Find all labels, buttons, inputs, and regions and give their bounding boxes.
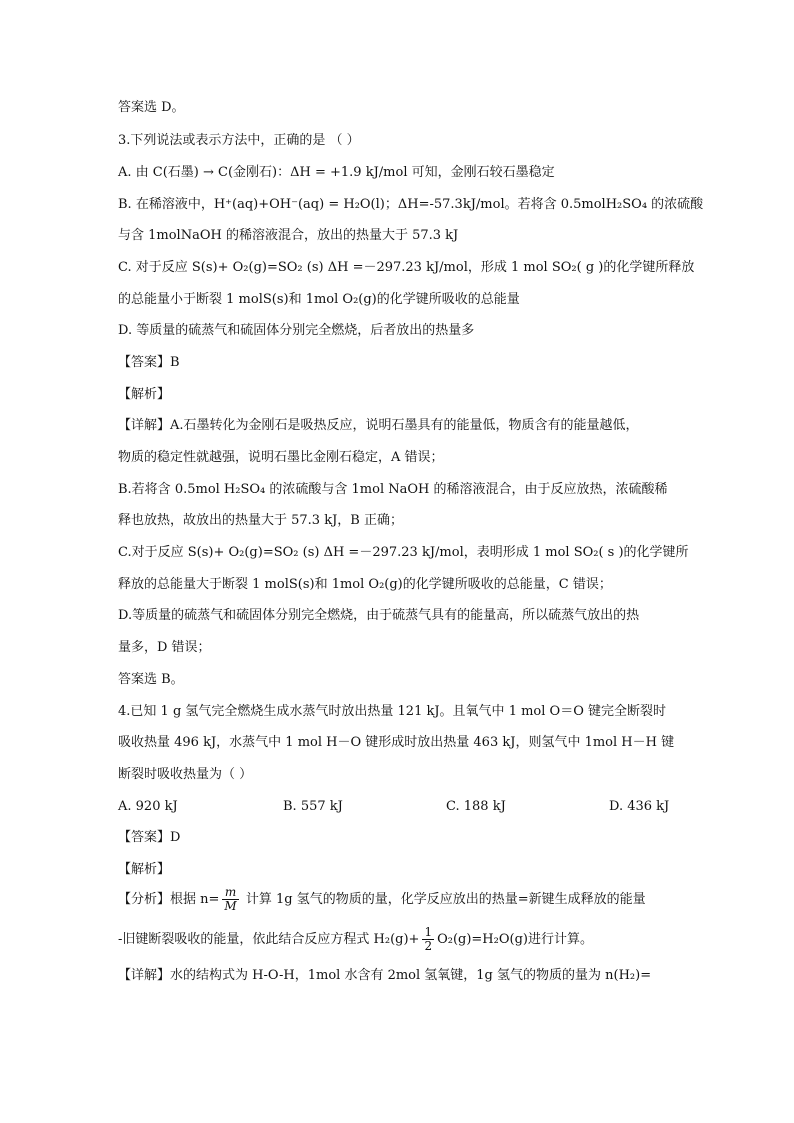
explanation-q3-d: D.等质量的硫蒸气和硫固体分别完全燃烧，由于硫蒸气具有的能量高，所以硫蒸气放出的热 bbox=[118, 608, 640, 623]
question-4-stem: 4.已知 1 g 氢气完全燃烧生成水蒸气时放出热量 121 kJ。且氧气中 1 mol O＝O 键完全断裂时 bbox=[118, 704, 666, 719]
explanation-q3-d-cont: 量多，D 错误； bbox=[118, 640, 211, 655]
question-3-option-b-cont: 与含 1molNaOH 的稀溶液混合，放出的热量大于 57.3 kJ bbox=[118, 228, 459, 243]
explanation-q3-a: 【详解】A.石墨转化为金刚石是吸热反应，说明石墨具有的能量低，物质含有的能量越低， bbox=[118, 418, 639, 433]
analysis-q4-suffix: 计算 1g 氢气的物质的量，化学反应放出的热量=新键生成释放的能量 bbox=[241, 892, 646, 907]
question-3-stem: 3.下列说法或表示方法中，正确的是 （ ） bbox=[118, 133, 360, 148]
fraction-denominator: M bbox=[224, 899, 237, 913]
question-3-option-d: D. 等质量的硫蒸气和硫固体分别完全燃烧，后者放出的热量多 bbox=[118, 323, 475, 338]
analysis-q4-prefix: 【分析】根据 n= bbox=[118, 892, 220, 907]
analysis-q4-line2 bbox=[118, 926, 593, 954]
formula-one-half bbox=[422, 926, 434, 953]
question-4-option-d: D. 436 kJ bbox=[609, 799, 670, 814]
answer-line-q3: 答案选 B。 bbox=[118, 672, 184, 687]
explanation-q3-a-cont: 物质的稳定性就越强，说明石墨比金刚石稳定，A 错误； bbox=[118, 450, 444, 465]
analysis-label-q4: 【解析】 bbox=[118, 862, 171, 877]
analysis-label-q3: 【解析】 bbox=[118, 387, 171, 402]
question-3-option-b: B. 在稀溶液中，H⁺(aq)+OH⁻(aq) = H₂O(l)；ΔH=-57.3kJ/mol。若将含 0.5molH₂SO₄ 的浓硫酸 bbox=[118, 197, 704, 212]
analysis-q4-line2-suffix: O₂(g)=H₂O(g)进行计算。 bbox=[437, 932, 593, 947]
question-4-stem-cont: 吸收热量 496 kJ，水蒸气中 1 mol H－O 键形成时放出热量 463 kJ，则氢气中 1mol H－H 键 bbox=[118, 735, 675, 750]
analysis-q4-line1 bbox=[118, 886, 646, 914]
answer-line-q2: 答案选 D。 bbox=[118, 100, 185, 115]
analysis-q4-line2-prefix: -旧键断裂吸收的能量，依此结合反应方程式 H₂(g)+ bbox=[118, 932, 420, 947]
answer-label-q4: 【答案】D bbox=[118, 830, 181, 845]
half-denominator: 2 bbox=[424, 939, 433, 953]
explanation-q3-c-cont: 释放的总能量大于断裂 1 molS(s)和 1mol O₂(g)的化学键所吸收的总能量，C 错误； bbox=[118, 577, 612, 592]
fraction-numerator: m bbox=[222, 886, 238, 900]
question-4-stem-end: 断裂时吸收热量为（ ） bbox=[118, 767, 253, 782]
explanation-q3-b: B.若将含 0.5mol H₂SO₄ 的浓硫酸与含 1mol NaOH 的稀溶液混合，由于反应放热，浓硫酸稀 bbox=[118, 482, 668, 497]
question-3-option-c: C. 对于反应 S(s)+ O₂(g)=SO₂ (s) ΔH =－297.23 kJ/mol，形成 1 mol SO₂( g )的化学键所释放 bbox=[118, 260, 695, 275]
explanation-q3-c: C.对于反应 S(s)+ O₂(g)=SO₂ (s) ΔH =－297.23 kJ/mol，表明形成 1 mol SO₂( s )的化学键所 bbox=[118, 545, 689, 560]
formula-m-over-M bbox=[222, 886, 238, 913]
explanation-q4-detail: 【详解】水的结构式为 H-O-H，1mol 水含有 2mol 氢氧键，1g 氢气的物质的量为 n(H₂)= bbox=[118, 968, 652, 983]
question-4-option-a: A. 920 kJ bbox=[118, 799, 178, 814]
explanation-q3-b-cont: 释也放热，故放出的热量大于 57.3 kJ，B 正确； bbox=[118, 513, 403, 528]
question-3-option-a: A. 由 C(石墨) → C(金刚石)：ΔH = +1.9 kJ/mol 可知，金刚石较石墨稳定 bbox=[118, 165, 555, 180]
half-numerator: 1 bbox=[424, 925, 433, 939]
question-4-option-c: C. 188 kJ bbox=[446, 799, 506, 814]
question-3-option-c-cont: 的总能量小于断裂 1 molS(s)和 1mol O₂(g)的化学键所吸收的总能量 bbox=[118, 292, 520, 307]
question-4-option-b: B. 557 kJ bbox=[283, 799, 343, 814]
answer-label-q3: 【答案】B bbox=[118, 355, 180, 370]
